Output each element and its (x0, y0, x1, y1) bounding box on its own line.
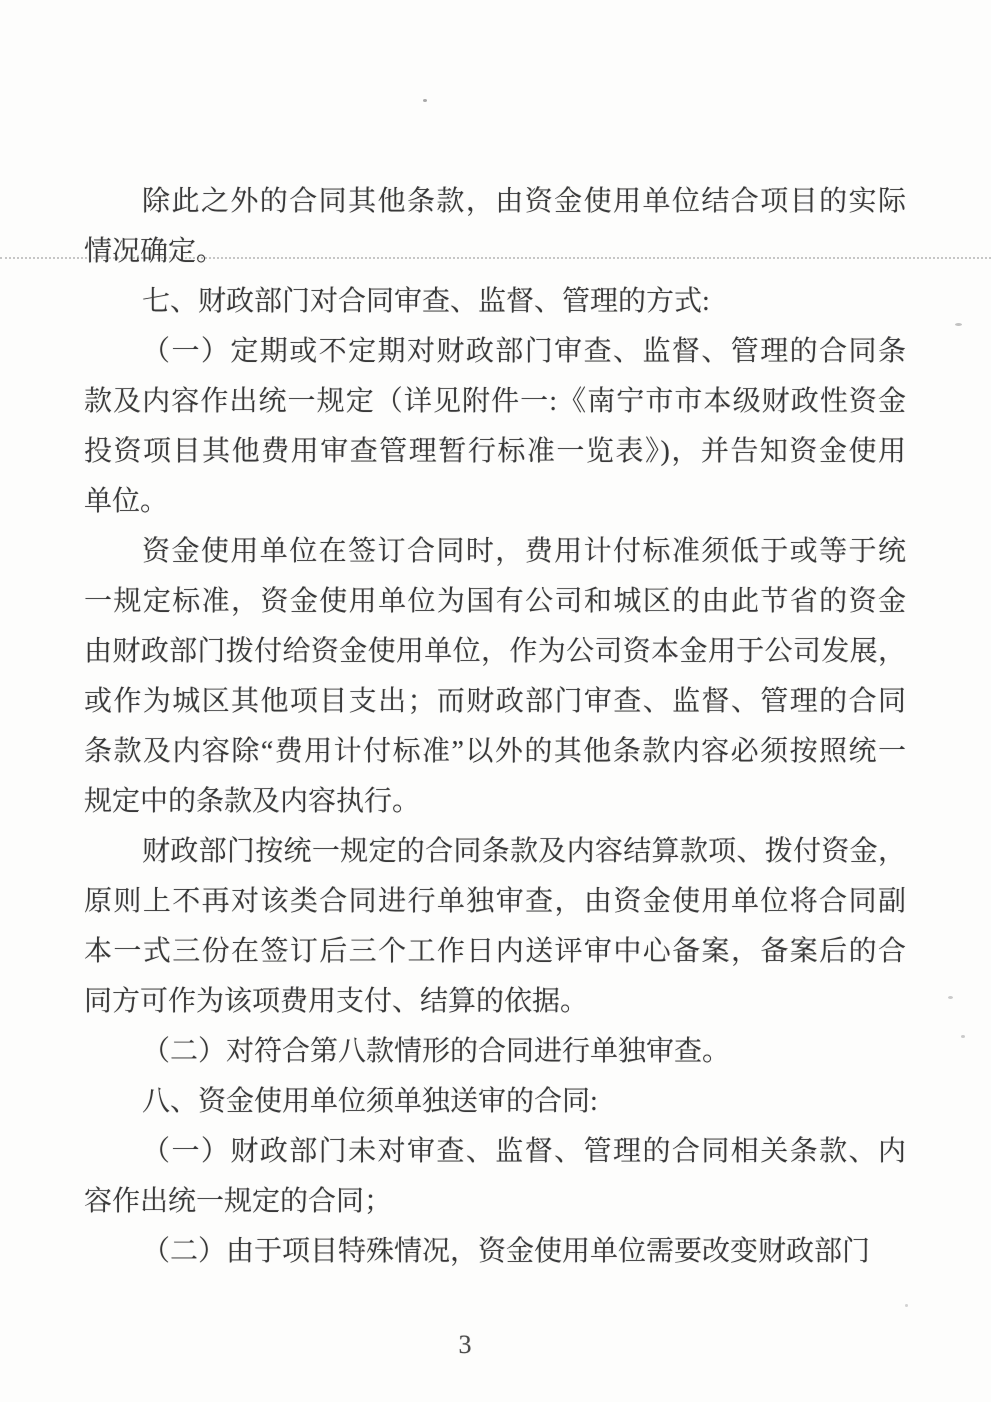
text-line: 本一式三份在签订后三个工作日内送评审中心备案，备案后的合 (84, 936, 906, 967)
paragraph-item-7-1 (84, 327, 906, 527)
scan-speck (905, 1304, 908, 1307)
text-line: 条款及内容除“费用计付标准”以外的其他条款内容必须按照统一 (84, 736, 906, 767)
text-line: 资金使用单位在签订合同时，费用计付标准须低于或等于统 (142, 536, 906, 567)
text-line: （一）定期或不定期对财政部门审查、监督、管理的合同条 (142, 336, 906, 367)
paragraph-settlement-filing (84, 827, 906, 1027)
text-line: 容作出统一规定的合同； (84, 1186, 393, 1217)
text-line: （一）财政部门未对审查、监督、管理的合同相关条款、内 (142, 1136, 906, 1167)
scan-speck (961, 1035, 965, 1038)
paragraph-section-7-heading (84, 277, 906, 327)
text-line: 除此之外的合同其他条款，由资金使用单位结合项目的实际 (142, 186, 906, 217)
text-line: 规定中的条款及内容执行。 (84, 786, 421, 817)
text-line: 原则上不再对该类合同进行单独审查，由资金使用单位将合同副 (84, 886, 906, 917)
paragraph-item-7-2 (84, 1027, 906, 1077)
scan-speck (955, 323, 962, 326)
text-line: 款及内容作出统一规定（详见附件一:《南宁市市本级财政性资金 (84, 386, 906, 417)
text-line: 由财政部门拨付给资金使用单位，作为公司资本金用于公司发展， (84, 636, 906, 667)
scan-speck (423, 99, 427, 102)
text-line: 同方可作为该项费用支付、结算的依据。 (84, 986, 589, 1017)
text-line: 单位。 (84, 486, 169, 517)
paragraph-fund-user-standard (84, 527, 906, 827)
text-line: 一规定标准，资金使用单位为国有公司和城区的由此节省的资金 (84, 586, 906, 617)
text-line: 或作为城区其他项目支出；而财政部门审查、监督、管理的合同 (84, 686, 906, 717)
text-line: 财政部门按统一规定的合同条款及内容结算款项、拨付资金， (142, 836, 906, 867)
text-line: 情况确定。 (84, 236, 225, 267)
scan-speck (948, 996, 953, 999)
text-line: 投资项目其他费用审查管理暂行标准一览表》)，并告知资金使用 (84, 436, 906, 467)
paragraph-closing-clause (84, 177, 906, 277)
text-line: 七、财政部门对合同审查、监督、管理的方式: (142, 286, 710, 317)
page-number: 3 (458, 1330, 472, 1359)
paragraph-item-8-1 (84, 1127, 906, 1227)
document-body (84, 177, 906, 1277)
paragraph-section-8-heading (84, 1077, 906, 1127)
text-line: 八、资金使用单位须单独送审的合同: (142, 1086, 598, 1117)
text-line: （二）对符合第八款情形的合同进行单独审查。 (142, 1036, 731, 1067)
paragraph-item-8-2 (84, 1227, 906, 1277)
text-line: （二）由于项目特殊情况，资金使用单位需要改变财政部门 (142, 1236, 871, 1267)
